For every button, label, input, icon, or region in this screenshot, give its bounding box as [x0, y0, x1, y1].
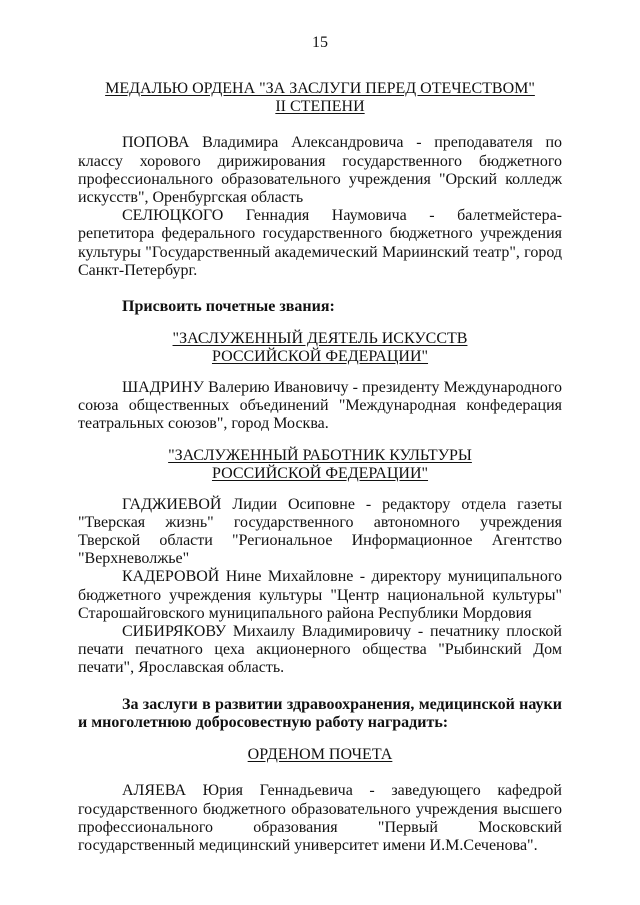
medal-heading — [78, 80, 562, 116]
title-heading-deyatel-line2: РОССИЙСКОЙ ФЕДЕРАЦИИ" — [211, 348, 429, 366]
award-paragraph-kaderova: КАДЕРОВОЙ Нине Михайловне - директору муниципального бюджетного учреждения культуры "Центр национальной культуры" Старошайговского муниципального района Республики Мордовия — [78, 568, 562, 622]
title-heading-rabotnik — [78, 447, 562, 483]
award-paragraph-alyaev: АЛЯЕВА Юрия Геннадьевича - заведующего кафедрой государственного бюджетного образовательного учреждения высшего профессионального образования "Первый Московский государственный медицинский университет имени И.М.Сеченова". — [78, 782, 562, 854]
order-heading-pocheta: ОРДЕНОМ ПОЧЕТА — [247, 746, 393, 764]
award-paragraph-shadrin: ШАДРИНУ Валерию Ивановичу - президенту Международного союза общественных объединений "Международная конфедерация театральных союзов", город Москва. — [78, 378, 562, 433]
title-heading-rabotnik-line2: РОССИЙСКОЙ ФЕДЕРАЦИИ" — [211, 465, 429, 483]
award-paragraph-popov: ПОПОВА Владимира Александровича - преподавателя по классу хорового дирижирования государственного бюджетного профессионального образовательного учреждения "Орский колледж искусств", Оренбургская область — [78, 134, 562, 207]
medal-heading-line1: МЕДАЛЬЮ ОРДЕНА "ЗА ЗАСЛУГИ ПЕРЕД ОТЕЧЕСТВОМ" — [105, 80, 535, 97]
section-intro-titles: Присвоить почетные звания: — [122, 298, 335, 316]
document-body — [78, 80, 562, 855]
title-heading-deyatel-line1: "ЗАСЛУЖЕННЫЙ ДЕЯТЕЛЬ ИСКУССТВ — [172, 330, 468, 348]
title-heading-deyatel — [78, 330, 562, 366]
section-intro-health: За заслуги в развитии здравоохранения, медицинской науки и многолетнюю добросовестную работу наградить: — [78, 695, 562, 731]
award-paragraph-sibiryakov: СИБИРЯКОВУ Михаилу Владимировичу - печатнику плоской печати печатного цеха акционерного общества "Рыбинский Дом печати", Ярославская область. — [78, 623, 562, 677]
medal-heading-line2: II СТЕПЕНИ — [275, 98, 365, 116]
title-heading-rabotnik-line1: "ЗАСЛУЖЕННЫЙ РАБОТНИК КУЛЬТУРЫ — [168, 447, 472, 465]
award-paragraph-selyutsky: СЕЛЮЦКОГО Геннадия Наумовича - балетмейстера-репетитора федерального государственного бюджетного учреждения культуры "Государственный академический Мариинский театр", город Санкт-Петербург. — [78, 207, 562, 279]
award-paragraph-gadzhieva: ГАДЖИЕВОЙ Лидии Осиповне - редактору отдела газеты "Тверская жизнь" государственного автономного учреждения Тверской области "Региональное Информационное Агентство "Верхневолжье" — [78, 495, 562, 568]
page-number: 15 — [312, 34, 328, 51]
